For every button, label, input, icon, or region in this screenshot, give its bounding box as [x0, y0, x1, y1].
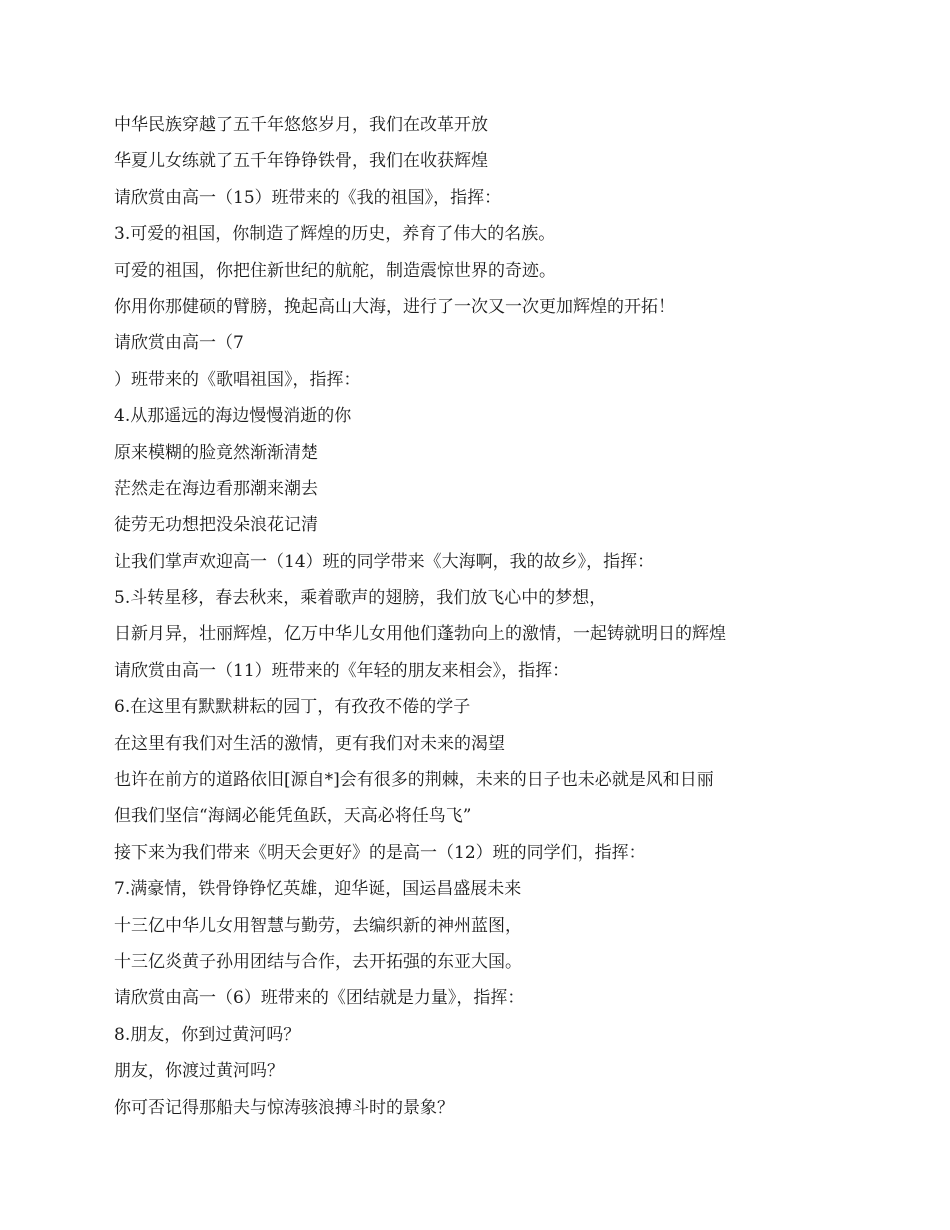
text-line: 4.从那遥远的海边慢慢消逝的你: [114, 406, 352, 427]
text-line: 可爱的祖国，你把住新世纪的航舵，制造震惊世界的奇迹。: [114, 260, 556, 281]
text-line: 朋友，你渡过黄河吗？: [114, 1061, 284, 1082]
text-line: 6.在这里有默默耕耘的园丁，有孜孜不倦的学子: [114, 697, 471, 718]
text-line: 十三亿炎黄子孙用团结与合作，去开拓强的东亚大国。: [114, 951, 522, 972]
text-line: 原来模糊的脸竟然渐渐清楚: [114, 442, 318, 463]
text-line: 十三亿中华儿女用智慧与勤劳，去编织新的神州蓝图，: [114, 915, 522, 936]
text-line: 请欣赏由高一（15）班带来的《我的祖国》，指挥：: [114, 187, 502, 208]
text-line: 3.可爱的祖国，你制造了辉煌的历史，养育了伟大的名族。: [114, 224, 556, 245]
text-line: ）班带来的《歌唱祖国》，指挥：: [114, 369, 361, 390]
text-line: 接下来为我们带来《明天会更好》的是高一（12）班的同学们，指挥：: [114, 842, 646, 863]
text-line: 5.斗转星移，春去秋来，乘着歌声的翅膀，我们放飞心中的梦想，: [114, 588, 607, 609]
text-line: 日新月异，壮丽辉煌，亿万中华儿女用他们蓬勃向上的激情，一起铸就明日的辉煌: [114, 624, 726, 645]
text-line: 8.朋友，你到过黄河吗？: [114, 1024, 301, 1045]
text-line: 你用你那健硕的臂膀，挽起高山大海，进行了一次又一次更加辉煌的开拓！: [114, 296, 675, 317]
text-line: 7.满豪情，铁骨铮铮忆英雄，迎华诞，国运昌盛展未来: [114, 879, 522, 900]
text-line: 但我们坚信“海阔必能凭鱼跃，天高必将任鸟飞”: [114, 806, 472, 827]
text-line: 请欣赏由高一（6）班带来的《团结就是力量》，指挥：: [114, 988, 525, 1009]
text-line: 华夏儿女练就了五千年铮铮铁骨，我们在收获辉煌: [114, 151, 488, 172]
text-line: 徒劳无功想把没朵浪花记清: [114, 515, 318, 536]
text-line: 在这里有我们对生活的激情，更有我们对未来的渴望: [114, 733, 505, 754]
text-line: 请欣赏由高一（7: [114, 333, 244, 354]
text-line: 你可否记得那船夫与惊涛骇浪搏斗时的景象？: [114, 1097, 454, 1118]
text-line: 让我们掌声欢迎高一（14）班的同学带来《大海啊，我的故乡》，指挥：: [114, 551, 655, 572]
text-line: 中华民族穿越了五千年悠悠岁月，我们在改革开放: [114, 115, 488, 135]
document-body: [114, 107, 914, 1126]
text-line: 也许在前方的道路依旧[源自*]会有很多的荆棘，未来的日子也未必就是风和日丽: [114, 770, 714, 791]
text-line: 茫然走在海边看那潮来潮去: [114, 478, 318, 499]
text-line: 请欣赏由高一（11）班带来的《年轻的朋友来相会》，指挥：: [114, 660, 570, 681]
